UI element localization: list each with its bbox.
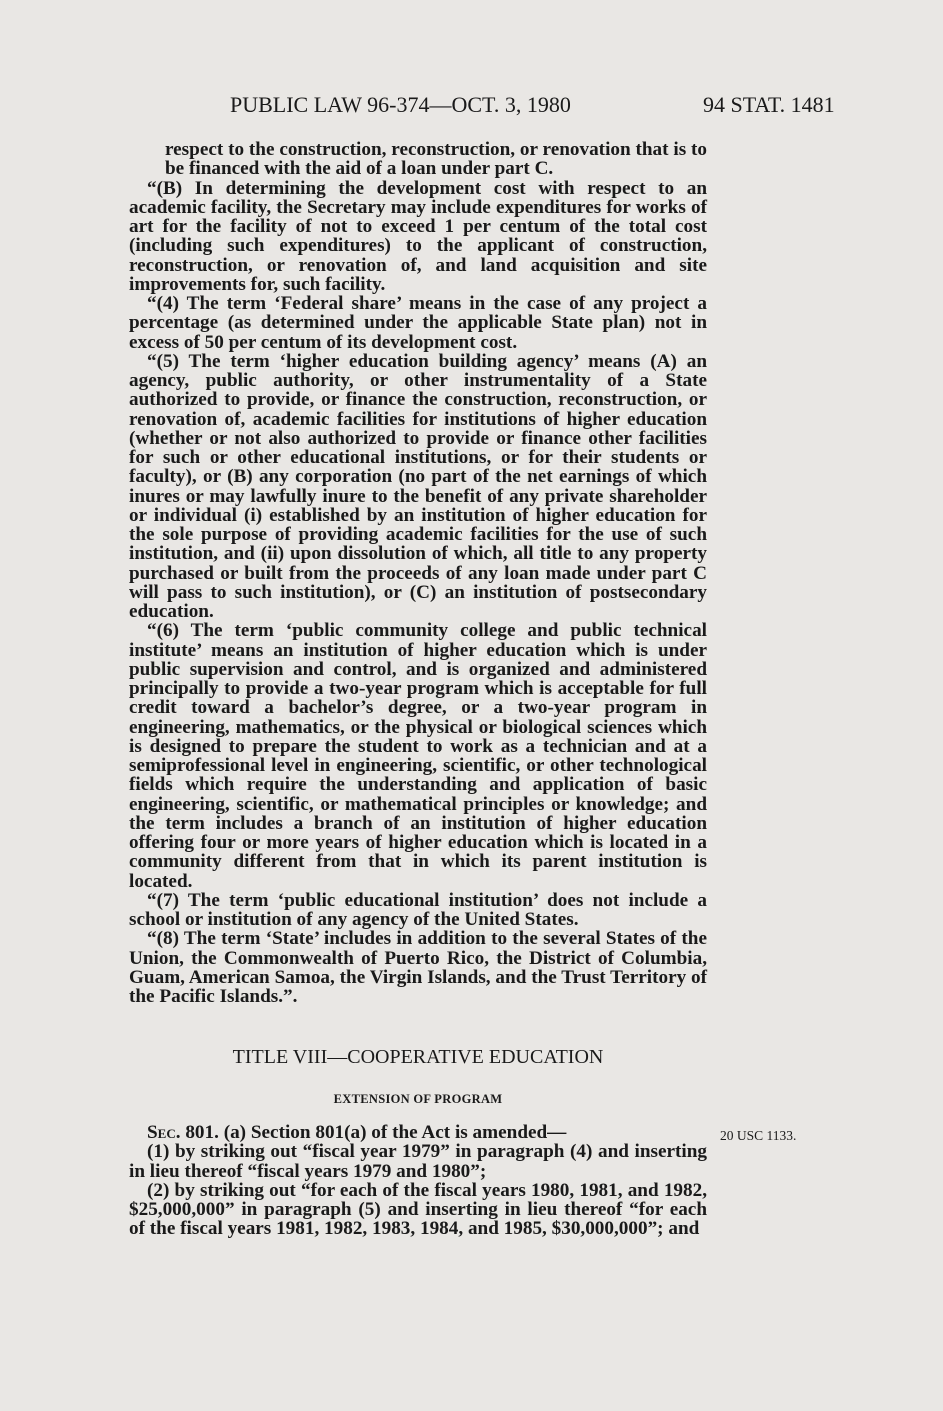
section-801: [129, 1123, 707, 1239]
section-label: Sec.: [147, 1122, 181, 1143]
paragraph-4: “(4) The term ‘Federal share’ means in the case of any project a percentage (as determined under the applicable State plan) not in excess of 50 per centum of its development cost.: [129, 293, 707, 353]
section-intro-text: 801. (a) Section 801(a) of the Act is amended—: [180, 1122, 567, 1143]
law-title: PUBLIC LAW 96-374—OCT. 3, 1980: [230, 92, 571, 117]
section-801-item-1: (1) by striking out “fiscal year 1979” in paragraph (4) and inserting in lieu thereof “fiscal years 1979 and 1980”;: [129, 1141, 707, 1182]
body-text: [129, 140, 707, 1006]
paragraph-5: “(5) The term ‘higher education building agency’ means (A) an agency, public authority, or other instrumentality of a State authorized to provide, or finance the construction, reconstruction, or renovation of, academic facilities for institutions of higher education (whether or not also authorized to provide or finance other facilities for such or other educational institutions, or for their students or faculty), or (B) any corporation (no part of the net earnings of which inures or may lawfully inure to the benefit of any private shareholder or individual (i) established by an institution of higher education for the sole purpose of providing academic facilities for the use of such institution, and (ii) upon dissolution of which, all title to any property purchased or built from the proceeds of any loan made under part C will pass to such institution), or (C) an institution of postsecondary education.: [129, 350, 707, 622]
section-801-intro: [129, 1123, 707, 1142]
paragraph-continuation: respect to the construction, reconstruction, or renovation that is to be financed with the aid of a loan under part C.: [165, 139, 707, 180]
page-header: [0, 92, 943, 122]
paragraph-7: “(7) The term ‘public educational institution’ does not include a school or institution of any agency of the United States.: [129, 889, 707, 930]
paragraph-3b: “(B) In determining the development cost with respect to an academic facility, the Secretary may include expenditures for works of art for the facility of not to exceed 1 per centum of the total cost (including such expenditures) to the applicant of construction, reconstruction, or renovation of, and land acquisition and site improvements for, such facility.: [129, 177, 707, 295]
paragraph-6: “(6) The term ‘public community college and public technical institute’ means an institution of higher education which is under public supervision and control, and is organized and administered principally to provide a two-year program which is acceptable for full credit toward a bachelor’s degree, or a two-year program in engineering, mathematics, or the physical or biological sciences which is designed to prepare the student to work as a technician and at a semiprofessional level in engineering, scientific, or other technological fields which require the understanding and application of basic engineering, scientific, or mathematical principles or knowledge; and the term includes a branch of an institution of higher education offering four or more years of higher education which is located in a community different from that in which its parent institution is located.: [129, 620, 707, 892]
margin-citation: 20 USC 1133.: [720, 1128, 797, 1143]
section-subheading: EXTENSION OF PROGRAM: [333, 1092, 503, 1106]
section-801-item-2: (2) by striking out “for each of the fiscal years 1980, 1981, and 1982, $25,000,000” in paragraph (5) and inserting in lieu thereof “for each of the fiscal years 1981, 1982, 1983, 1984, and 1985, $30,000,000”; and: [129, 1179, 707, 1240]
title-heading: TITLE VIII—COOPERATIVE EDUCATION: [232, 1046, 604, 1068]
statute-citation: 94 STAT. 1481: [703, 92, 835, 117]
paragraph-8: “(8) The term ‘State’ includes in addition to the several States of the Union, the Commonwealth of Puerto Rico, the District of Columbia, Guam, American Samoa, the Virgin Islands, and the Trust Territory of the Pacific Islands.”.: [129, 928, 707, 1007]
